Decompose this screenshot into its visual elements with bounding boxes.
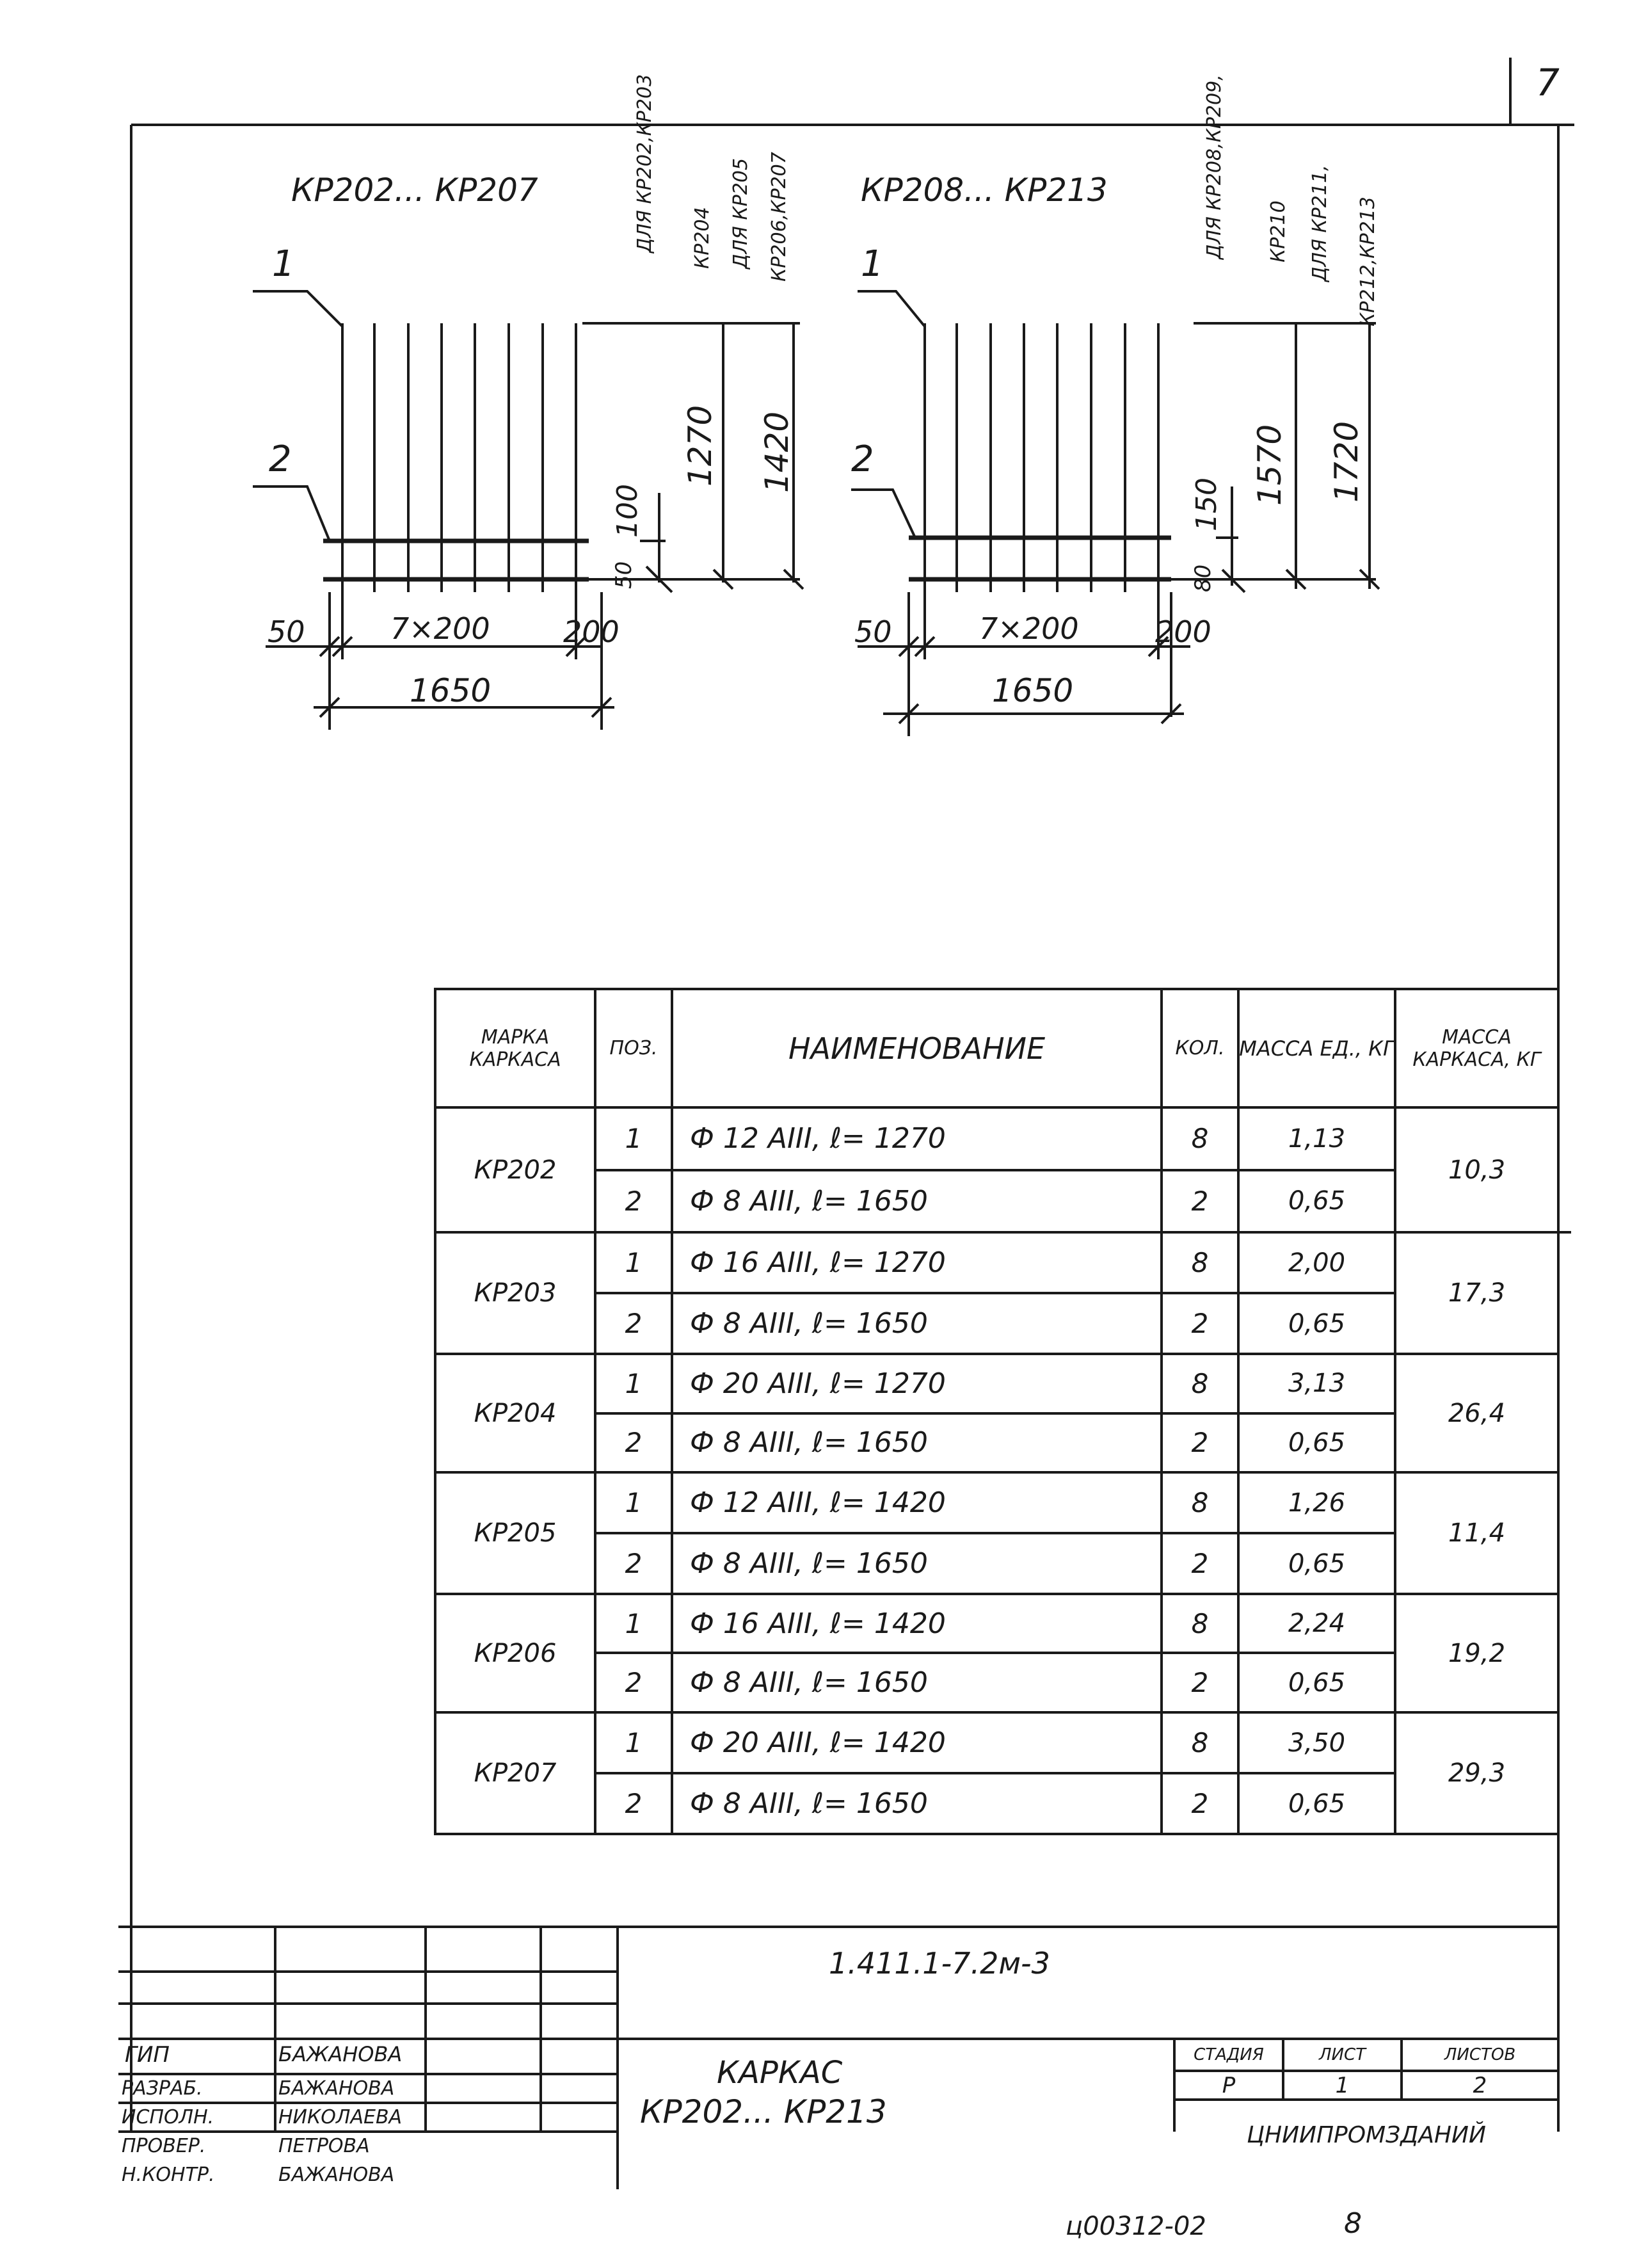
row-qty: 8	[1191, 1487, 1209, 1518]
dim-left-100: 100	[611, 484, 644, 538]
drawing-left-title: КР202... КР207	[291, 172, 538, 209]
row-pos: 1	[625, 1123, 643, 1155]
header-mark: МАРКА КАРКАСА	[469, 1025, 561, 1071]
row-qty: 2	[1191, 1667, 1209, 1699]
sheet-label: ЛИСТ	[1318, 2045, 1366, 2064]
dim-left-7x200: 7×200	[390, 611, 490, 646]
note-right-3: ДЛЯ КР211,	[1309, 165, 1331, 282]
row-unit-mass: 0,65	[1288, 1668, 1346, 1698]
note-right-1: ДЛЯ КР208,КР209,	[1203, 74, 1226, 259]
name-gip: БАЖАНОВА	[278, 2042, 403, 2066]
drawing-title-line2: КР202... КР213	[640, 2093, 887, 2130]
note-left-4: КР206,КР207	[768, 152, 790, 282]
row-qty: 8	[1191, 1607, 1209, 1639]
dim-right-200: 200	[1155, 615, 1211, 649]
header-unit-mass: МАССА ЕД., КГ	[1239, 1036, 1394, 1061]
row-pos: 1	[625, 1727, 643, 1758]
row-pos: 2	[625, 1427, 643, 1459]
row-qty: 2	[1191, 1788, 1209, 1819]
row-pos: 1	[625, 1247, 643, 1278]
frame-mark: КР206	[474, 1638, 557, 1668]
dim-left-50-vertical: 50	[611, 561, 637, 589]
note-right-2: КР210	[1267, 200, 1290, 262]
row-pos: 2	[625, 1185, 643, 1217]
frame-mark: КР203	[474, 1278, 557, 1308]
dim-right-80: 80	[1190, 564, 1216, 592]
row-pos: 1	[625, 1367, 643, 1399]
drawing-right-title: КР208... КР213	[861, 172, 1108, 209]
row-pos: 1	[625, 1487, 643, 1518]
drawing-right-pos1-label: 1	[861, 243, 884, 285]
role-norm-control: Н.КОНТР.	[122, 2164, 215, 2186]
row-name: Ф 8 АIII, ℓ= 1650	[690, 1787, 928, 1820]
row-name: Ф 8 АIII, ℓ= 1650	[690, 1307, 928, 1340]
row-pos: 2	[625, 1308, 643, 1339]
drawing-title-line1: КАРКАС	[717, 2055, 843, 2091]
dim-left-1650: 1650	[410, 672, 491, 709]
frame-mark: КР207	[474, 1758, 557, 1788]
role-gip: ГИП	[125, 2042, 170, 2068]
dim-left-1270: 1270	[682, 405, 719, 487]
organization: ЦНИИПРОМЗДАНИЙ	[1247, 2121, 1486, 2148]
row-unit-mass: 0,65	[1288, 1308, 1346, 1339]
frame-mark: КР202	[474, 1155, 557, 1185]
row-qty: 8	[1191, 1123, 1209, 1155]
frame-mark: КР205	[474, 1518, 557, 1548]
row-name: Ф 8 АIII, ℓ= 1650	[690, 1547, 928, 1580]
header-pos: ПОЗ.	[609, 1037, 658, 1059]
row-name: Ф 16 АIII, ℓ= 1270	[690, 1246, 946, 1279]
dim-left-200: 200	[563, 615, 619, 649]
row-name: Ф 20 АIII, ℓ= 1420	[690, 1726, 946, 1759]
frame-mark: КР204	[474, 1398, 557, 1428]
name-checker: ПЕТРОВА	[278, 2135, 370, 2157]
row-unit-mass: 1,13	[1288, 1123, 1346, 1154]
frame-mass: 10,3	[1448, 1155, 1506, 1185]
page-number: 7	[1536, 61, 1560, 104]
row-name: Ф 16 АIII, ℓ= 1420	[690, 1607, 946, 1640]
row-name: Ф 12 АIII, ℓ= 1420	[690, 1486, 946, 1519]
frame-mass: 19,2	[1448, 1638, 1506, 1668]
row-unit-mass: 3,50	[1288, 1728, 1346, 1758]
dim-right-1650: 1650	[992, 672, 1074, 709]
frame-mass: 11,4	[1448, 1518, 1506, 1548]
frame-mass: 26,4	[1448, 1398, 1506, 1428]
row-unit-mass: 2,00	[1288, 1248, 1346, 1278]
role-executor: ИСПОЛН.	[122, 2106, 214, 2128]
dim-right-7x200: 7×200	[979, 611, 1079, 646]
row-pos: 2	[625, 1788, 643, 1819]
note-left-2: КР204	[691, 207, 714, 269]
note-right-4: КР212,КР213	[1357, 197, 1379, 326]
header-frame-mass: МАССА КАРКАСА, КГ	[1412, 1025, 1541, 1071]
name-developer: БАЖАНОВА	[278, 2077, 395, 2100]
row-qty: 2	[1191, 1427, 1209, 1459]
sheets-value: 2	[1473, 2072, 1487, 2098]
row-pos: 1	[625, 1607, 643, 1639]
note-left-1: ДЛЯ КР202,КР203	[634, 74, 656, 253]
row-qty: 8	[1191, 1727, 1209, 1758]
row-qty: 2	[1191, 1185, 1209, 1217]
row-qty: 8	[1191, 1367, 1209, 1399]
row-pos: 2	[625, 1548, 643, 1579]
note-left-3: ДЛЯ КР205	[730, 157, 752, 269]
name-norm-control: БАЖАНОВА	[278, 2164, 395, 2186]
row-unit-mass: 0,65	[1288, 1789, 1346, 1819]
doc-code: 1.411.1-7.2м-3	[829, 1946, 1050, 1981]
sheet-value: 1	[1335, 2072, 1350, 2098]
row-qty: 2	[1191, 1308, 1209, 1339]
drawing-left-pos2-label: 2	[269, 438, 292, 480]
frame-mass: 29,3	[1448, 1758, 1506, 1788]
archive-sheet: 8	[1344, 2207, 1362, 2240]
stage-value: Р	[1222, 2072, 1236, 2098]
row-name: Ф 8 АIII, ℓ= 1650	[690, 1666, 928, 1700]
row-name: Ф 20 АIII, ℓ= 1270	[690, 1367, 946, 1400]
drawing-right-pos2-label: 2	[851, 438, 874, 480]
dim-right-1570: 1570	[1251, 424, 1288, 506]
row-qty: 2	[1191, 1548, 1209, 1579]
row-pos: 2	[625, 1667, 643, 1699]
dim-left-50: 50	[268, 615, 305, 649]
stage-label: СТАДИЯ	[1194, 2045, 1264, 2064]
dim-left-1420: 1420	[758, 411, 795, 493]
frame-mass: 17,3	[1448, 1278, 1506, 1308]
row-unit-mass: 0,65	[1288, 1548, 1346, 1579]
row-name: Ф 8 АIII, ℓ= 1650	[690, 1184, 928, 1218]
sheets-label: ЛИСТОВ	[1444, 2045, 1516, 2064]
header-name: НАИМЕНОВАНИЕ	[788, 1031, 1046, 1066]
dim-right-50: 50	[854, 615, 892, 649]
archive-number: ц00312-02	[1066, 2212, 1206, 2241]
role-checker: ПРОВЕР.	[122, 2135, 206, 2157]
dim-right-1720: 1720	[1328, 421, 1365, 503]
row-unit-mass: 2,24	[1288, 1609, 1346, 1639]
row-unit-mass: 0,65	[1288, 1186, 1346, 1216]
row-unit-mass: 0,65	[1288, 1428, 1346, 1458]
row-name: Ф 12 АIII, ℓ= 1270	[690, 1122, 946, 1155]
dim-right-150: 150	[1190, 478, 1223, 531]
name-executor: НИКОЛАЕВА	[278, 2106, 403, 2128]
row-qty: 8	[1191, 1247, 1209, 1278]
row-name: Ф 8 АIII, ℓ= 1650	[690, 1426, 928, 1460]
role-developer: РАЗРАБ.	[122, 2077, 203, 2100]
row-unit-mass: 1,26	[1288, 1488, 1346, 1518]
drawing-left-pos1-label: 1	[272, 243, 295, 285]
row-unit-mass: 3,13	[1288, 1369, 1346, 1399]
header-qty: КОЛ.	[1175, 1037, 1225, 1059]
